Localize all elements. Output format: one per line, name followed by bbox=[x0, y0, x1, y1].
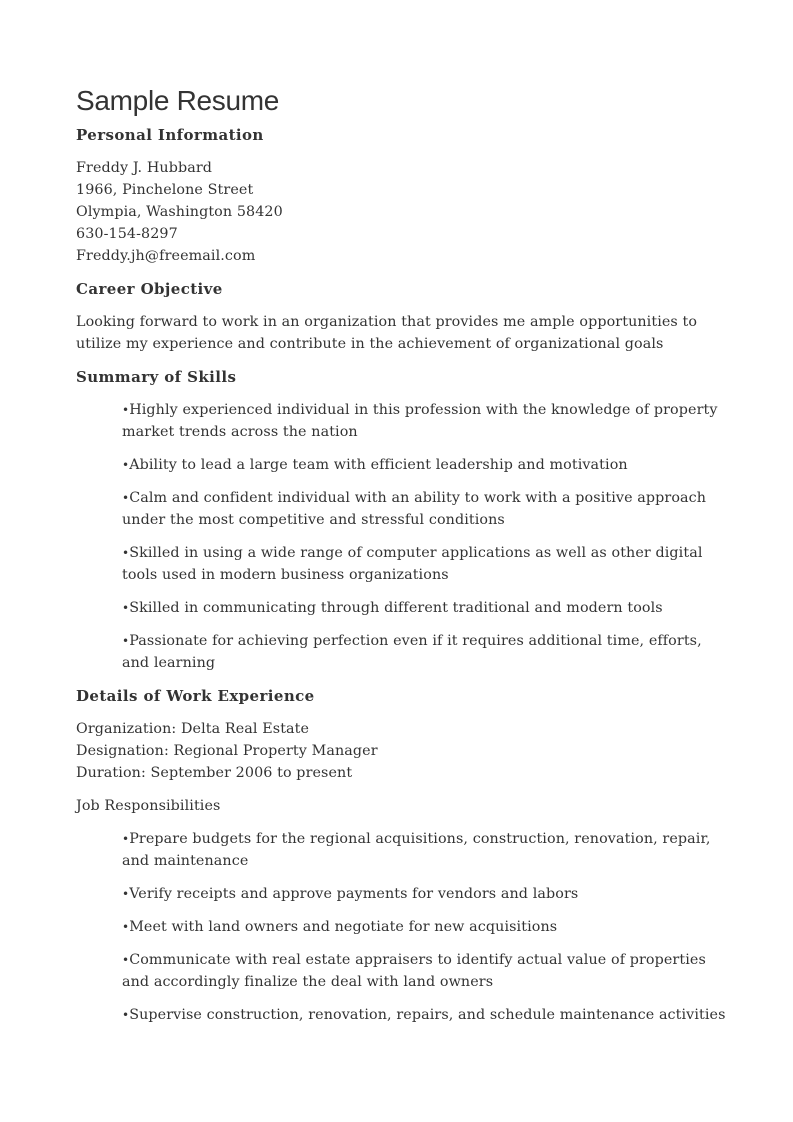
bullet-icon: • bbox=[122, 920, 130, 934]
list-item: •Communicate with real estate appraisers to identify actual value of properties and accordingly finalize the deal with land owners bbox=[122, 952, 706, 990]
career-objective-text: Looking forward to work in an organization that provides me ample opportunities to utilize my experience and contribute in the achievement of organizational goals bbox=[76, 314, 698, 352]
responsibilities-list bbox=[76, 828, 726, 1026]
bullet-icon: • bbox=[122, 491, 130, 505]
bullet-icon: • bbox=[122, 546, 130, 560]
bullet-icon: • bbox=[122, 634, 130, 648]
bullet-icon: • bbox=[122, 887, 130, 901]
list-item: •Ability to lead a large team with efficient leadership and motivation bbox=[122, 457, 628, 473]
personal-info-block bbox=[76, 157, 726, 267]
bullet-icon: • bbox=[122, 1008, 130, 1022]
bullet-icon: • bbox=[122, 953, 130, 967]
personal-info-heading: Personal Information bbox=[76, 126, 264, 144]
list-item: •Prepare budgets for the regional acquisitions, construction, renovation, repair, and maintenance bbox=[122, 831, 711, 869]
job-responsibilities-label: Job Responsibilities bbox=[76, 798, 221, 814]
skills-heading: Summary of Skills bbox=[76, 368, 237, 386]
phone-number: 630-154-8297 bbox=[76, 226, 178, 242]
email-address: Freddy.jh@freemail.com bbox=[76, 248, 256, 264]
work-experience-heading: Details of Work Experience bbox=[76, 687, 315, 705]
list-item: •Skilled in communicating through different traditional and modern tools bbox=[122, 600, 663, 616]
list-item: •Meet with land owners and negotiate for new acquisitions bbox=[122, 919, 558, 935]
resume-page bbox=[76, 84, 726, 1026]
list-item: •Highly experienced individual in this profession with the knowledge of property market trends across the nation bbox=[122, 402, 718, 440]
bullet-icon: • bbox=[122, 458, 130, 472]
work-experience-block bbox=[76, 718, 726, 784]
bullet-icon: • bbox=[122, 403, 130, 417]
bullet-icon: • bbox=[122, 832, 130, 846]
bullet-icon: • bbox=[122, 601, 130, 615]
list-item: •Skilled in using a wide range of computer applications as well as other digital tools used in modern business organizations bbox=[122, 545, 703, 583]
duration: Duration: September 2006 to present bbox=[76, 765, 353, 781]
list-item: •Verify receipts and approve payments for vendors and labors bbox=[122, 886, 579, 902]
list-item: •Calm and confident individual with an ability to work with a positive approach under the most competitive and stressful conditions bbox=[122, 490, 707, 528]
skills-list bbox=[76, 399, 726, 674]
designation: Designation: Regional Property Manager bbox=[76, 743, 378, 759]
document-title: Sample Resume bbox=[76, 85, 280, 116]
street-address: 1966, Pinchelone Street bbox=[76, 182, 254, 198]
city-address: Olympia, Washington 58420 bbox=[76, 204, 283, 220]
career-objective-heading: Career Objective bbox=[76, 280, 223, 298]
list-item: •Passionate for achieving perfection even if it requires additional time, efforts, and learning bbox=[122, 633, 702, 671]
list-item: •Supervise construction, renovation, repairs, and schedule maintenance activities bbox=[122, 1007, 726, 1023]
person-name: Freddy J. Hubbard bbox=[76, 160, 213, 176]
organization: Organization: Delta Real Estate bbox=[76, 721, 310, 737]
